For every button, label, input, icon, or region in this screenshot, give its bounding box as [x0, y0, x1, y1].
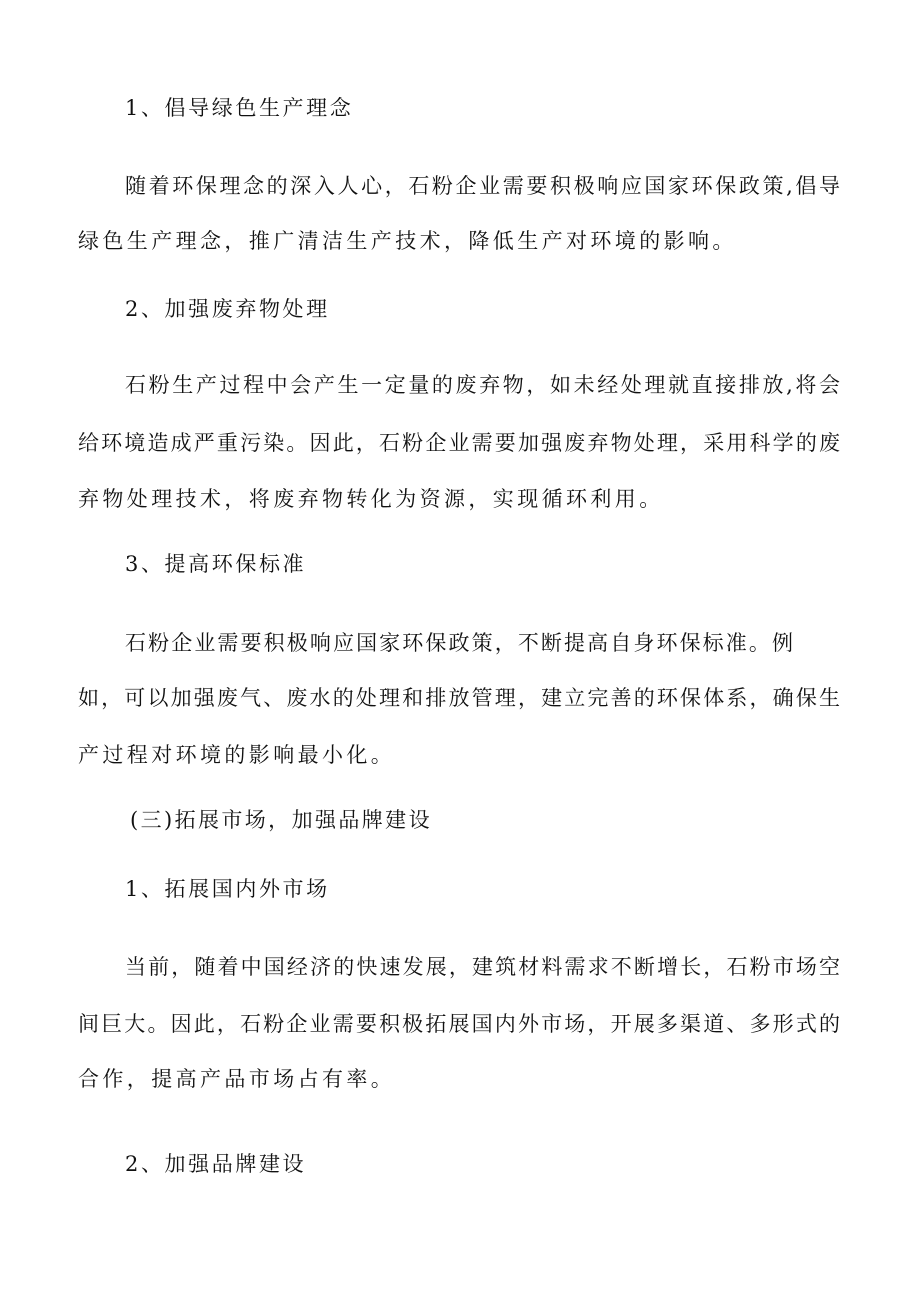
paragraph-environmental-standards-line-1: 石粉企业需要积极响应国家环保政策，不断提高自身环保标准。例 [125, 631, 793, 655]
heading-green-production: 1、倡导绿色生产理念 [125, 96, 354, 120]
paragraph-expand-markets-line-2: 间巨大。因此，石粉企业需要积极拓展国内外市场，开展多渠道、多形式的 [78, 1012, 840, 1036]
paragraph-green-production-line-2: 绿色生产理念，推广清洁生产技术，降低生产对环境的影响。 [78, 229, 737, 253]
heading-waste-treatment: 2、加强废弃物处理 [125, 297, 330, 321]
heading-expand-markets: 1、拓展国内外市场 [125, 877, 330, 901]
section-heading-market-brand: (三)拓展市场，加强品牌建设 [130, 808, 432, 832]
paragraph-expand-markets-line-1: 当前，随着中国经济的快速发展，建筑材料需求不断增长，石粉市场空 [125, 955, 840, 979]
paragraph-green-production-line-1: 随着环保理念的深入人心，石粉企业需要积极响应国家环保政策,倡导 [125, 174, 840, 198]
paragraph-expand-markets-line-3: 合作，提高产品市场占有率。 [78, 1067, 396, 1091]
paragraph-environmental-standards-line-2: 如，可以加强废气、废水的处理和排放管理，建立完善的环保体系，确保生 [78, 686, 840, 710]
paragraph-waste-treatment-line-2: 给环境造成严重污染。因此，石粉企业需要加强废弃物处理，采用科学的废 [78, 431, 840, 455]
paragraph-environmental-standards-line-3: 产过程对环境的影响最小化。 [78, 743, 396, 767]
heading-environmental-standards: 3、提高环保标准 [125, 552, 307, 576]
paragraph-waste-treatment-line-1: 石粉生产过程中会产生一定量的废弃物，如未经处理就直接排放,将会 [125, 373, 840, 397]
paragraph-waste-treatment-line-3: 弃物处理技术，将废弃物转化为资源，实现循环利用。 [78, 487, 664, 511]
heading-brand-building: 2、加强品牌建设 [125, 1152, 307, 1176]
